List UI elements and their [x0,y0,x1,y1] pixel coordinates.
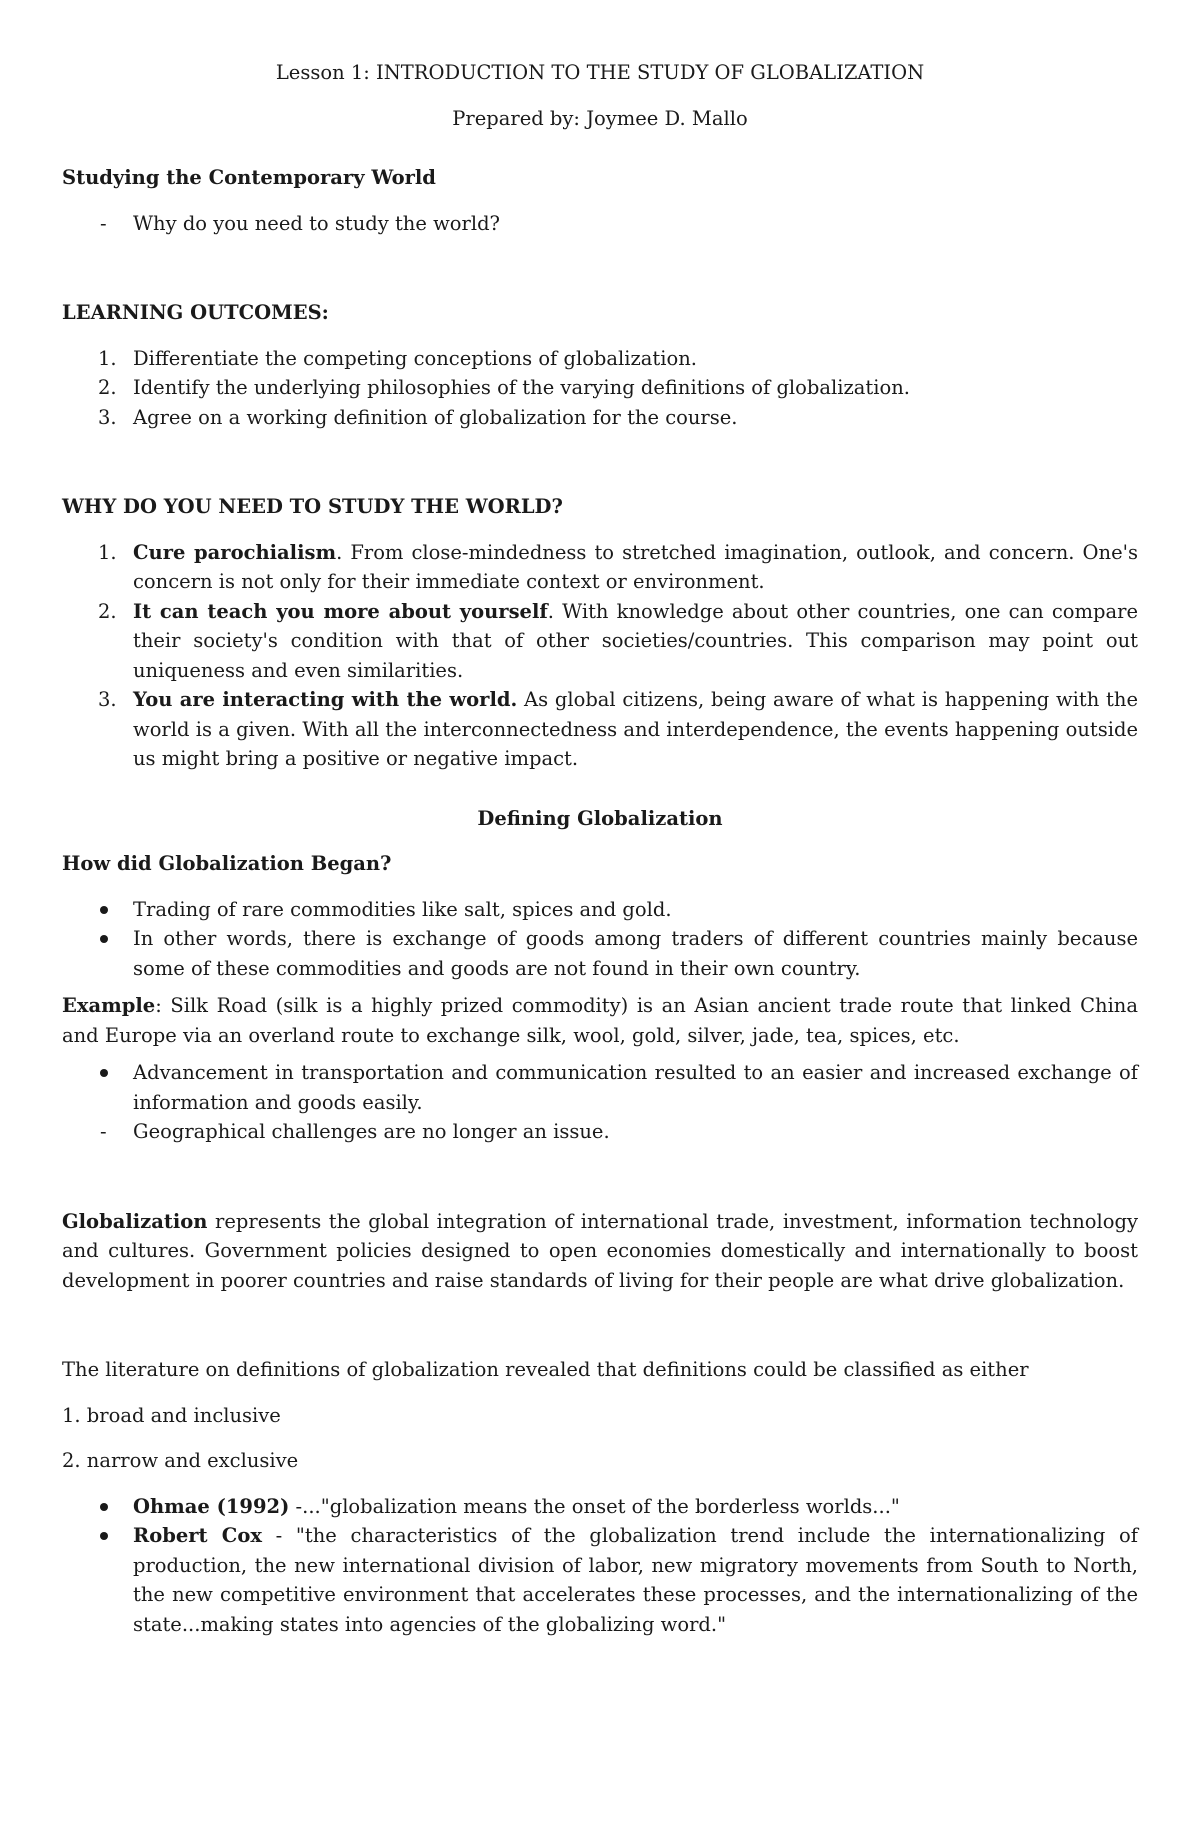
quote-text: - "the characteristics of the globalization trend include the internationalizing of production, the new international division of labor, new migratory movements from South to North, the new competitive environment that accelerates these processes, and the internationalizing of the state...making states into agencies of the globalizing word." [133,1524,1138,1636]
list-item [62,685,1138,774]
why-list [62,538,1138,774]
globalization-paragraph [62,1207,1138,1296]
began-bullets [62,895,1138,984]
dash-marker: - [100,211,107,235]
bullet-icon [100,1532,108,1540]
outcomes-heading: LEARNING OUTCOMES: [62,301,329,324]
outcomes-list [62,344,1138,433]
studying-heading: Studying the Contemporary World [62,166,436,189]
class-narrow: 2. narrow and exclusive [62,1449,299,1472]
studying-list [62,209,1138,239]
outcome-text: Identify the underlying philosophies of the varying definitions of globalization. [133,376,910,399]
studying-question: Why do you need to study the world? [133,211,501,235]
list-number: 3. [98,688,117,711]
list-item [62,373,1138,403]
defining-heading: Defining Globalization [477,806,723,830]
bullet-text: In other words, there is exchange of goods among traders of different countries mainly because some of these commodities and goods are not found in their own country. [133,927,1138,980]
list-number: 2. [98,376,117,399]
advancement-list [62,1058,1138,1147]
outcome-text: Agree on a working definition of globalization for the course. [133,405,738,429]
list-item [62,403,1138,433]
quote-author: Robert Cox [133,1524,262,1547]
quote-author: Ohmae (1992) [133,1494,290,1518]
why-item-bold: It can teach you more about yourself [133,599,548,623]
why-item-text: . With knowledge about other countries, one can compare their society's condition with that of other societies/countries. This comparison may point out uniqueness and even similarities. [133,599,1138,682]
list-item [62,1117,1138,1147]
why-item-text: As global citizens, being aware of what is happening with the world is a given. With all the interconnectedness and interdependence, the events happening outside us might bring a positive or negative impact. [133,688,1138,770]
example-text: : Silk Road (silk is a highly prized commodity) is an Asian ancient trade route that linked China and Europe via an overland route to exchange silk, wool, gold, silver, jade, tea, spices, etc. [62,994,1138,1047]
lesson-title: Lesson 1: INTRODUCTION TO THE STUDY OF GLOBALIZATION [275,61,925,84]
quotes-list [62,1492,1138,1640]
why-item-bold: You are interacting with the world. [133,688,518,711]
globalization-term: Globalization [62,1209,208,1233]
bullet-icon [100,1069,108,1077]
why-item-text: . From close-mindedness to stretched imagination, outlook, and concern. One's concern is not only for their immediate context or environment. [133,540,1138,593]
list-number: 2. [98,599,117,623]
list-number: 1. [98,540,117,564]
dash-marker: - [100,1120,107,1143]
dash-text: Geographical challenges are no longer an issue. [133,1120,610,1143]
list-number: 3. [98,405,117,429]
list-item [62,344,1138,374]
list-item [62,1521,1138,1639]
list-item [62,538,1138,597]
began-subheading: How did Globalization Began? [62,852,392,875]
list-item [62,597,1138,686]
example-label: Example [62,994,156,1017]
list-item [62,924,1138,983]
globalization-text: represents the global integration of international trade, investment, information technology and cultures. Government policies designed to open economies domestically and internationally to boost development in poorer countries and raise standards of living for their people are what drive globalization. [62,1209,1138,1292]
bullet-icon [100,906,108,914]
list-number: 1. [98,346,117,370]
outcome-text: Differentiate the competing conceptions of globalization. [133,346,697,370]
literature-intro: The literature on definitions of globalization revealed that definitions could be classified as either [62,1358,1029,1381]
bullet-icon [100,935,108,943]
quote-text: -..."globalization means the onset of the borderless worlds..." [289,1494,900,1518]
list-item [62,209,1138,239]
list-item [62,895,1138,925]
class-broad: 1. broad and inclusive [62,1403,281,1427]
prepared-by: Prepared by: Joymee D. Mallo [452,106,748,130]
why-item-bold: Cure parochialism [133,540,337,564]
why-heading: WHY DO YOU NEED TO STUDY THE WORLD? [62,495,563,518]
bullet-text: Advancement in transportation and communication resulted to an easier and increased exchange of information and goods easily. [133,1061,1138,1114]
list-item [62,1492,1138,1522]
list-item [62,1058,1138,1117]
example-paragraph [62,991,1138,1050]
bullet-icon [100,1503,108,1511]
bullet-text: Trading of rare commodities like salt, spices and gold. [133,897,672,921]
